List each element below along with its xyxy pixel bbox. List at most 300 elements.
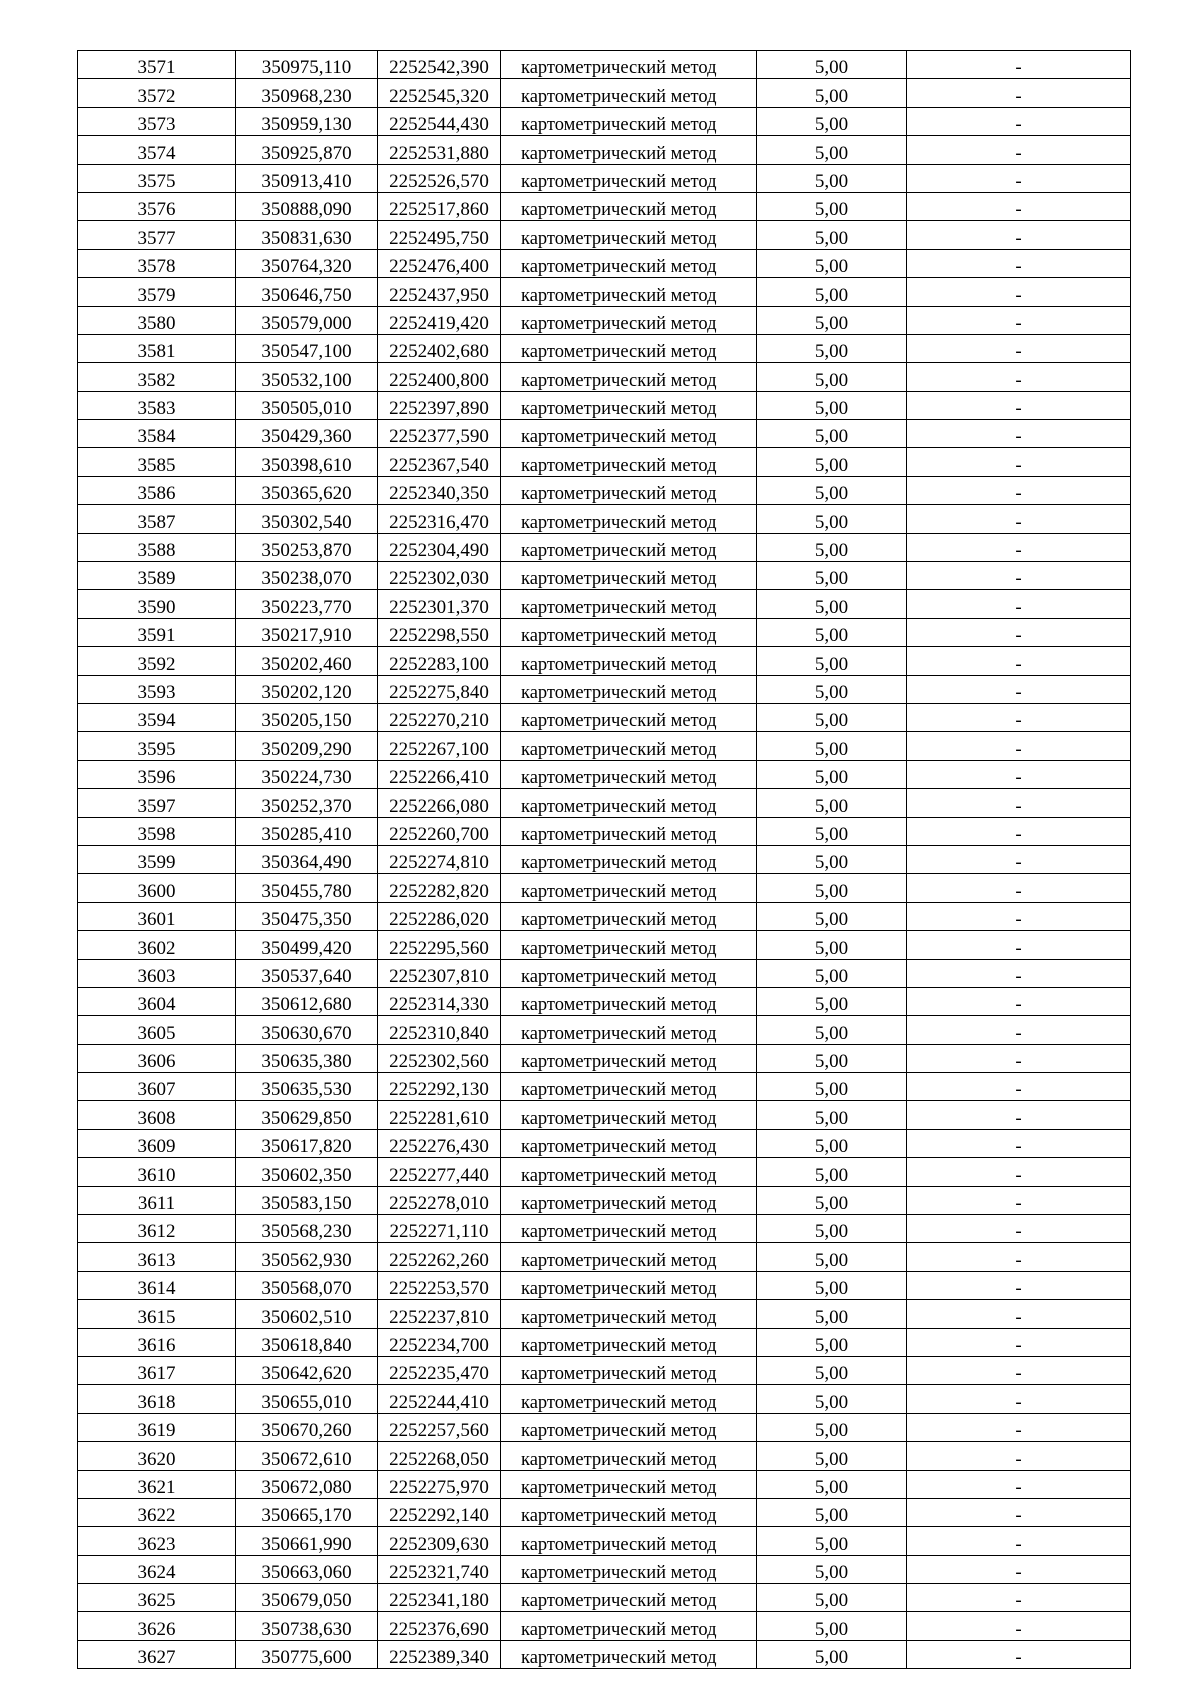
note-cell: - <box>907 987 1131 1015</box>
note-cell: - <box>907 1470 1131 1498</box>
x-coordinate-cell: 350663,060 <box>236 1555 378 1583</box>
x-coordinate-cell: 350583,150 <box>236 1186 378 1214</box>
y-coordinate-cell: 2252419,420 <box>378 306 501 334</box>
y-coordinate-cell: 2252235,470 <box>378 1356 501 1384</box>
y-coordinate-cell: 2252321,740 <box>378 1555 501 1583</box>
note-cell: - <box>907 391 1131 419</box>
y-coordinate-cell: 2252244,410 <box>378 1385 501 1413</box>
y-coordinate-cell: 2252517,860 <box>378 192 501 220</box>
point-number-cell: 3595 <box>78 732 236 760</box>
note-cell: - <box>907 732 1131 760</box>
table-row <box>78 1215 1131 1243</box>
note-cell: - <box>907 1300 1131 1328</box>
y-coordinate-cell: 2252295,560 <box>378 931 501 959</box>
point-number-cell: 3602 <box>78 931 236 959</box>
point-number-cell: 3625 <box>78 1584 236 1612</box>
y-coordinate-cell: 2252260,700 <box>378 817 501 845</box>
table-row <box>78 1073 1131 1101</box>
point-number-cell: 3578 <box>78 249 236 277</box>
x-coordinate-cell: 350968,230 <box>236 79 378 107</box>
y-coordinate-cell: 2252389,340 <box>378 1640 501 1668</box>
y-coordinate-cell: 2252274,810 <box>378 845 501 873</box>
note-cell: - <box>907 789 1131 817</box>
point-number-cell: 3590 <box>78 590 236 618</box>
accuracy-cell: 5,00 <box>757 1356 907 1384</box>
method-cell: картометрический метод <box>501 363 757 391</box>
point-number-cell: 3584 <box>78 420 236 448</box>
x-coordinate-cell: 350602,350 <box>236 1158 378 1186</box>
y-coordinate-cell: 2252268,050 <box>378 1442 501 1470</box>
accuracy-cell: 5,00 <box>757 1016 907 1044</box>
note-cell: - <box>907 590 1131 618</box>
note-cell: - <box>907 874 1131 902</box>
point-number-cell: 3582 <box>78 363 236 391</box>
note-cell: - <box>907 164 1131 192</box>
table-row <box>78 1044 1131 1072</box>
point-number-cell: 3612 <box>78 1215 236 1243</box>
point-number-cell: 3594 <box>78 703 236 731</box>
y-coordinate-cell: 2252531,880 <box>378 136 501 164</box>
accuracy-cell: 5,00 <box>757 760 907 788</box>
x-coordinate-cell: 350537,640 <box>236 959 378 987</box>
table-row <box>78 1442 1131 1470</box>
y-coordinate-cell: 2252262,260 <box>378 1243 501 1271</box>
table-row <box>78 1612 1131 1640</box>
accuracy-cell: 5,00 <box>757 1498 907 1526</box>
method-cell: картометрический метод <box>501 1413 757 1441</box>
point-number-cell: 3619 <box>78 1413 236 1441</box>
x-coordinate-cell: 350959,130 <box>236 107 378 135</box>
method-cell: картометрический метод <box>501 817 757 845</box>
note-cell: - <box>907 420 1131 448</box>
note-cell: - <box>907 192 1131 220</box>
note-cell: - <box>907 1640 1131 1668</box>
note-cell: - <box>907 1215 1131 1243</box>
point-number-cell: 3600 <box>78 874 236 902</box>
table-row <box>78 931 1131 959</box>
method-cell: картометрический метод <box>501 675 757 703</box>
point-number-cell: 3623 <box>78 1527 236 1555</box>
accuracy-cell: 5,00 <box>757 391 907 419</box>
x-coordinate-cell: 350646,750 <box>236 278 378 306</box>
method-cell: картометрический метод <box>501 1215 757 1243</box>
x-coordinate-cell: 350302,540 <box>236 505 378 533</box>
y-coordinate-cell: 2252257,560 <box>378 1413 501 1441</box>
accuracy-cell: 5,00 <box>757 107 907 135</box>
table-row <box>78 987 1131 1015</box>
method-cell: картометрический метод <box>501 249 757 277</box>
x-coordinate-cell: 350364,490 <box>236 845 378 873</box>
y-coordinate-cell: 2252301,370 <box>378 590 501 618</box>
y-coordinate-cell: 2252275,970 <box>378 1470 501 1498</box>
x-coordinate-cell: 350562,930 <box>236 1243 378 1271</box>
x-coordinate-cell: 350205,150 <box>236 703 378 731</box>
method-cell: картометрический метод <box>501 987 757 1015</box>
point-number-cell: 3576 <box>78 192 236 220</box>
note-cell: - <box>907 1584 1131 1612</box>
table-row <box>78 1300 1131 1328</box>
x-coordinate-cell: 350217,910 <box>236 618 378 646</box>
accuracy-cell: 5,00 <box>757 789 907 817</box>
accuracy-cell: 5,00 <box>757 1215 907 1243</box>
table-row <box>78 562 1131 590</box>
x-coordinate-cell: 350617,820 <box>236 1129 378 1157</box>
point-number-cell: 3627 <box>78 1640 236 1668</box>
point-number-cell: 3597 <box>78 789 236 817</box>
x-coordinate-cell: 350672,610 <box>236 1442 378 1470</box>
y-coordinate-cell: 2252282,820 <box>378 874 501 902</box>
y-coordinate-cell: 2252376,690 <box>378 1612 501 1640</box>
accuracy-cell: 5,00 <box>757 675 907 703</box>
y-coordinate-cell: 2252267,100 <box>378 732 501 760</box>
table-row <box>78 902 1131 930</box>
table-row <box>78 789 1131 817</box>
accuracy-cell: 5,00 <box>757 703 907 731</box>
note-cell: - <box>907 1158 1131 1186</box>
point-number-cell: 3596 <box>78 760 236 788</box>
x-coordinate-cell: 350629,850 <box>236 1101 378 1129</box>
point-number-cell: 3571 <box>78 51 236 79</box>
y-coordinate-cell: 2252292,130 <box>378 1073 501 1101</box>
x-coordinate-cell: 350888,090 <box>236 192 378 220</box>
note-cell: - <box>907 1243 1131 1271</box>
accuracy-cell: 5,00 <box>757 249 907 277</box>
point-number-cell: 3605 <box>78 1016 236 1044</box>
accuracy-cell: 5,00 <box>757 306 907 334</box>
point-number-cell: 3621 <box>78 1470 236 1498</box>
table-row <box>78 1385 1131 1413</box>
accuracy-cell: 5,00 <box>757 164 907 192</box>
table-row <box>78 1016 1131 1044</box>
x-coordinate-cell: 350579,000 <box>236 306 378 334</box>
y-coordinate-cell: 2252276,430 <box>378 1129 501 1157</box>
x-coordinate-cell: 350224,730 <box>236 760 378 788</box>
point-number-cell: 3573 <box>78 107 236 135</box>
y-coordinate-cell: 2252309,630 <box>378 1527 501 1555</box>
accuracy-cell: 5,00 <box>757 1129 907 1157</box>
x-coordinate-cell: 350642,620 <box>236 1356 378 1384</box>
x-coordinate-cell: 350665,170 <box>236 1498 378 1526</box>
table-row <box>78 1413 1131 1441</box>
accuracy-cell: 5,00 <box>757 1413 907 1441</box>
method-cell: картометрический метод <box>501 760 757 788</box>
accuracy-cell: 5,00 <box>757 902 907 930</box>
x-coordinate-cell: 350764,320 <box>236 249 378 277</box>
table-row <box>78 278 1131 306</box>
y-coordinate-cell: 2252286,020 <box>378 902 501 930</box>
table-row <box>78 192 1131 220</box>
note-cell: - <box>907 817 1131 845</box>
point-number-cell: 3620 <box>78 1442 236 1470</box>
note-cell: - <box>907 1328 1131 1356</box>
method-cell: картометрический метод <box>501 1498 757 1526</box>
table-row <box>78 1584 1131 1612</box>
point-number-cell: 3614 <box>78 1271 236 1299</box>
table-row <box>78 732 1131 760</box>
note-cell: - <box>907 703 1131 731</box>
note-cell: - <box>907 107 1131 135</box>
y-coordinate-cell: 2252314,330 <box>378 987 501 1015</box>
method-cell: картометрический метод <box>501 1186 757 1214</box>
accuracy-cell: 5,00 <box>757 562 907 590</box>
x-coordinate-cell: 350775,600 <box>236 1640 378 1668</box>
accuracy-cell: 5,00 <box>757 334 907 362</box>
accuracy-cell: 5,00 <box>757 1271 907 1299</box>
method-cell: картометрический метод <box>501 1158 757 1186</box>
accuracy-cell: 5,00 <box>757 51 907 79</box>
method-cell: картометрический метод <box>501 1073 757 1101</box>
point-number-cell: 3609 <box>78 1129 236 1157</box>
point-number-cell: 3586 <box>78 476 236 504</box>
y-coordinate-cell: 2252304,490 <box>378 533 501 561</box>
accuracy-cell: 5,00 <box>757 647 907 675</box>
accuracy-cell: 5,00 <box>757 959 907 987</box>
note-cell: - <box>907 1271 1131 1299</box>
accuracy-cell: 5,00 <box>757 1470 907 1498</box>
accuracy-cell: 5,00 <box>757 420 907 448</box>
point-number-cell: 3603 <box>78 959 236 987</box>
point-number-cell: 3608 <box>78 1101 236 1129</box>
method-cell: картометрический метод <box>501 1243 757 1271</box>
accuracy-cell: 5,00 <box>757 1584 907 1612</box>
accuracy-cell: 5,00 <box>757 221 907 249</box>
x-coordinate-cell: 350238,070 <box>236 562 378 590</box>
method-cell: картометрический метод <box>501 164 757 192</box>
y-coordinate-cell: 2252298,550 <box>378 618 501 646</box>
table-row <box>78 1527 1131 1555</box>
method-cell: картометрический метод <box>501 1328 757 1356</box>
point-number-cell: 3587 <box>78 505 236 533</box>
x-coordinate-cell: 350547,100 <box>236 334 378 362</box>
point-number-cell: 3626 <box>78 1612 236 1640</box>
method-cell: картометрический метод <box>501 391 757 419</box>
method-cell: картометрический метод <box>501 1016 757 1044</box>
point-number-cell: 3574 <box>78 136 236 164</box>
y-coordinate-cell: 2252316,470 <box>378 505 501 533</box>
x-coordinate-cell: 350253,870 <box>236 533 378 561</box>
table-row <box>78 51 1131 79</box>
note-cell: - <box>907 931 1131 959</box>
method-cell: картометрический метод <box>501 902 757 930</box>
point-number-cell: 3618 <box>78 1385 236 1413</box>
note-cell: - <box>907 51 1131 79</box>
note-cell: - <box>907 1498 1131 1526</box>
point-number-cell: 3588 <box>78 533 236 561</box>
point-number-cell: 3592 <box>78 647 236 675</box>
x-coordinate-cell: 350223,770 <box>236 590 378 618</box>
y-coordinate-cell: 2252266,410 <box>378 760 501 788</box>
note-cell: - <box>907 306 1131 334</box>
accuracy-cell: 5,00 <box>757 987 907 1015</box>
y-coordinate-cell: 2252302,560 <box>378 1044 501 1072</box>
method-cell: картометрический метод <box>501 1555 757 1583</box>
accuracy-cell: 5,00 <box>757 817 907 845</box>
table-row <box>78 874 1131 902</box>
note-cell: - <box>907 845 1131 873</box>
x-coordinate-cell: 350429,360 <box>236 420 378 448</box>
accuracy-cell: 5,00 <box>757 590 907 618</box>
y-coordinate-cell: 2252367,540 <box>378 448 501 476</box>
point-number-cell: 3575 <box>78 164 236 192</box>
x-coordinate-cell: 350630,670 <box>236 1016 378 1044</box>
accuracy-cell: 5,00 <box>757 1158 907 1186</box>
table-row <box>78 420 1131 448</box>
note-cell: - <box>907 1101 1131 1129</box>
note-cell: - <box>907 760 1131 788</box>
note-cell: - <box>907 959 1131 987</box>
accuracy-cell: 5,00 <box>757 732 907 760</box>
table-row <box>78 391 1131 419</box>
x-coordinate-cell: 350679,050 <box>236 1584 378 1612</box>
method-cell: картометрический метод <box>501 278 757 306</box>
table-row <box>78 334 1131 362</box>
accuracy-cell: 5,00 <box>757 1612 907 1640</box>
note-cell: - <box>907 476 1131 504</box>
method-cell: картометрический метод <box>501 1129 757 1157</box>
accuracy-cell: 5,00 <box>757 136 907 164</box>
accuracy-cell: 5,00 <box>757 1243 907 1271</box>
accuracy-cell: 5,00 <box>757 1328 907 1356</box>
note-cell: - <box>907 1129 1131 1157</box>
x-coordinate-cell: 350505,010 <box>236 391 378 419</box>
method-cell: картометрический метод <box>501 1584 757 1612</box>
x-coordinate-cell: 350455,780 <box>236 874 378 902</box>
table-row <box>78 476 1131 504</box>
y-coordinate-cell: 2252302,030 <box>378 562 501 590</box>
x-coordinate-cell: 350602,510 <box>236 1300 378 1328</box>
table-row <box>78 1186 1131 1214</box>
y-coordinate-cell: 2252292,140 <box>378 1498 501 1526</box>
accuracy-cell: 5,00 <box>757 1385 907 1413</box>
method-cell: картометрический метод <box>501 221 757 249</box>
x-coordinate-cell: 350568,070 <box>236 1271 378 1299</box>
y-coordinate-cell: 2252476,400 <box>378 249 501 277</box>
method-cell: картометрический метод <box>501 192 757 220</box>
x-coordinate-cell: 350672,080 <box>236 1470 378 1498</box>
note-cell: - <box>907 647 1131 675</box>
note-cell: - <box>907 505 1131 533</box>
point-number-cell: 3585 <box>78 448 236 476</box>
method-cell: картометрический метод <box>501 703 757 731</box>
note-cell: - <box>907 1073 1131 1101</box>
accuracy-cell: 5,00 <box>757 1640 907 1668</box>
y-coordinate-cell: 2252278,010 <box>378 1186 501 1214</box>
note-cell: - <box>907 533 1131 561</box>
point-number-cell: 3598 <box>78 817 236 845</box>
note-cell: - <box>907 1555 1131 1583</box>
note-cell: - <box>907 902 1131 930</box>
point-number-cell: 3604 <box>78 987 236 1015</box>
table-row <box>78 136 1131 164</box>
table-row <box>78 221 1131 249</box>
y-coordinate-cell: 2252397,890 <box>378 391 501 419</box>
x-coordinate-cell: 350612,680 <box>236 987 378 1015</box>
note-cell: - <box>907 363 1131 391</box>
table-row <box>78 845 1131 873</box>
accuracy-cell: 5,00 <box>757 278 907 306</box>
accuracy-cell: 5,00 <box>757 874 907 902</box>
y-coordinate-cell: 2252402,680 <box>378 334 501 362</box>
y-coordinate-cell: 2252340,350 <box>378 476 501 504</box>
x-coordinate-cell: 350635,380 <box>236 1044 378 1072</box>
table-row <box>78 1271 1131 1299</box>
table-row <box>78 79 1131 107</box>
note-cell: - <box>907 1612 1131 1640</box>
point-number-cell: 3572 <box>78 79 236 107</box>
method-cell: картометрический метод <box>501 533 757 561</box>
accuracy-cell: 5,00 <box>757 1073 907 1101</box>
y-coordinate-cell: 2252526,570 <box>378 164 501 192</box>
y-coordinate-cell: 2252281,610 <box>378 1101 501 1129</box>
method-cell: картометрический метод <box>501 136 757 164</box>
x-coordinate-cell: 350365,620 <box>236 476 378 504</box>
method-cell: картометрический метод <box>501 874 757 902</box>
accuracy-cell: 5,00 <box>757 1101 907 1129</box>
accuracy-cell: 5,00 <box>757 1186 907 1214</box>
x-coordinate-cell: 350568,230 <box>236 1215 378 1243</box>
method-cell: картометрический метод <box>501 107 757 135</box>
point-number-cell: 3591 <box>78 618 236 646</box>
x-coordinate-cell: 350975,110 <box>236 51 378 79</box>
table-row <box>78 1129 1131 1157</box>
method-cell: картометрический метод <box>501 51 757 79</box>
point-number-cell: 3577 <box>78 221 236 249</box>
x-coordinate-cell: 350202,460 <box>236 647 378 675</box>
note-cell: - <box>907 1413 1131 1441</box>
table-row <box>78 1640 1131 1668</box>
accuracy-cell: 5,00 <box>757 1555 907 1583</box>
y-coordinate-cell: 2252237,810 <box>378 1300 501 1328</box>
y-coordinate-cell: 2252271,110 <box>378 1215 501 1243</box>
x-coordinate-cell: 350661,990 <box>236 1527 378 1555</box>
y-coordinate-cell: 2252277,440 <box>378 1158 501 1186</box>
table-row <box>78 1158 1131 1186</box>
accuracy-cell: 5,00 <box>757 845 907 873</box>
method-cell: картометрический метод <box>501 334 757 362</box>
table-row <box>78 760 1131 788</box>
point-number-cell: 3583 <box>78 391 236 419</box>
table-row <box>78 675 1131 703</box>
table-row <box>78 618 1131 646</box>
point-number-cell: 3593 <box>78 675 236 703</box>
method-cell: картометрический метод <box>501 505 757 533</box>
method-cell: картометрический метод <box>501 1612 757 1640</box>
method-cell: картометрический метод <box>501 420 757 448</box>
y-coordinate-cell: 2252253,570 <box>378 1271 501 1299</box>
table-row <box>78 647 1131 675</box>
point-number-cell: 3622 <box>78 1498 236 1526</box>
accuracy-cell: 5,00 <box>757 505 907 533</box>
x-coordinate-cell: 350252,370 <box>236 789 378 817</box>
x-coordinate-cell: 350655,010 <box>236 1385 378 1413</box>
method-cell: картометрический метод <box>501 1442 757 1470</box>
note-cell: - <box>907 278 1131 306</box>
method-cell: картометрический метод <box>501 931 757 959</box>
method-cell: картометрический метод <box>501 1640 757 1668</box>
x-coordinate-cell: 350475,350 <box>236 902 378 930</box>
table-row <box>78 533 1131 561</box>
note-cell: - <box>907 448 1131 476</box>
table-row <box>78 505 1131 533</box>
y-coordinate-cell: 2252310,840 <box>378 1016 501 1044</box>
y-coordinate-cell: 2252495,750 <box>378 221 501 249</box>
x-coordinate-cell: 350635,530 <box>236 1073 378 1101</box>
accuracy-cell: 5,00 <box>757 476 907 504</box>
accuracy-cell: 5,00 <box>757 1442 907 1470</box>
method-cell: картометрический метод <box>501 1300 757 1328</box>
method-cell: картометрический метод <box>501 79 757 107</box>
method-cell: картометрический метод <box>501 1470 757 1498</box>
